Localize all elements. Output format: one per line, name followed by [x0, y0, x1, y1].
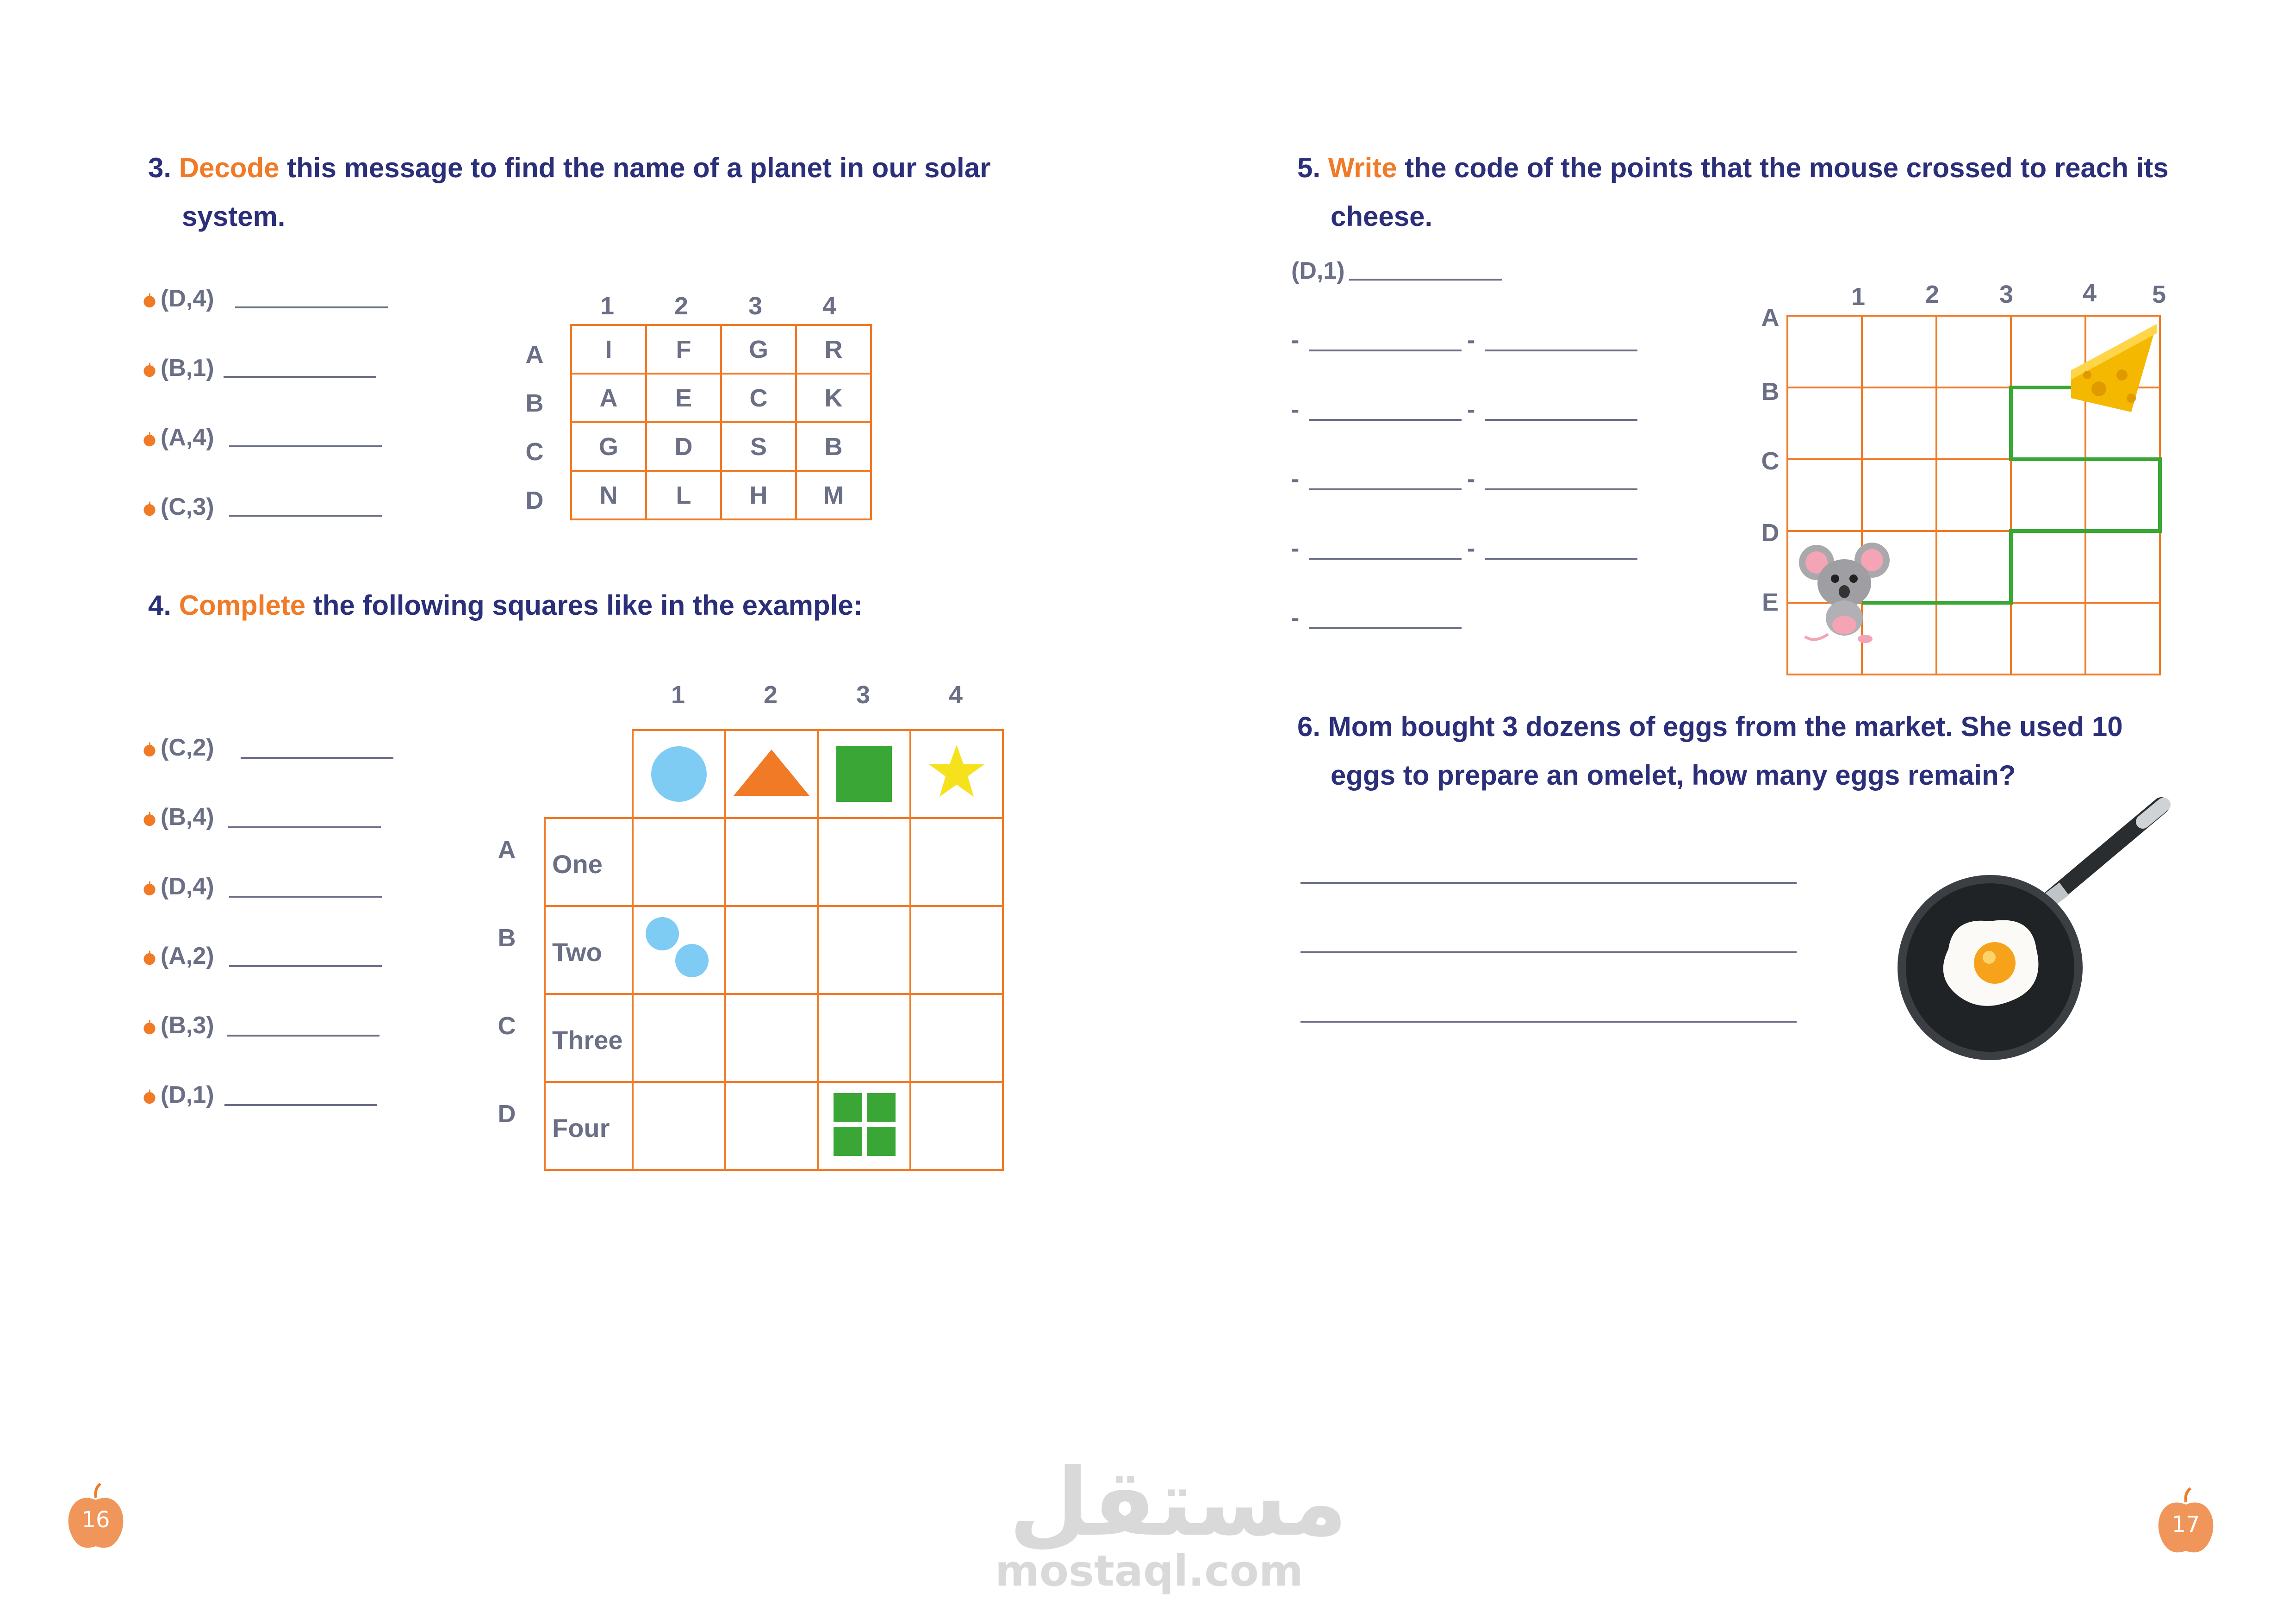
code-cell: G	[571, 422, 646, 471]
dash: -	[1291, 327, 1300, 354]
col-header: 1	[671, 681, 685, 709]
code-cell: L	[646, 471, 721, 519]
q3-answer-line[interactable]	[235, 306, 388, 308]
watermark-arabic: مستقل	[1009, 1449, 1348, 1557]
q3-answer-label: (B,1)	[141, 354, 214, 382]
apple-icon	[141, 810, 158, 827]
row-header: C	[525, 438, 544, 466]
col-header: 5	[2152, 281, 2166, 308]
q6-title	[1297, 702, 2177, 751]
q4-number: 4.	[148, 590, 172, 621]
q3-answer-line[interactable]	[229, 515, 382, 517]
q4-answer-line[interactable]	[227, 1035, 380, 1037]
q4-answer-label: (C,2)	[141, 734, 214, 762]
row-word: Three	[552, 1025, 623, 1055]
row-header: D	[1761, 519, 1780, 547]
square-shape	[819, 731, 909, 817]
row-word-cell	[544, 993, 634, 1083]
code-cell: S	[721, 422, 796, 471]
code-cell: K	[796, 374, 871, 422]
answer-cell[interactable]	[909, 817, 1004, 907]
row-header: D	[498, 1100, 516, 1128]
row-header: B	[1761, 378, 1780, 406]
row-header: D	[525, 487, 544, 514]
code-cell: F	[646, 325, 721, 374]
q5-verb: Write	[1328, 152, 1397, 183]
row-header: A	[525, 341, 544, 369]
apple-icon	[141, 741, 158, 757]
col-header: 4	[948, 681, 963, 709]
apple-icon	[141, 292, 158, 308]
apple-icon	[141, 500, 158, 517]
col-header: 3	[1999, 281, 2014, 308]
dash: -	[1467, 466, 1475, 493]
q3-answer-line[interactable]	[224, 376, 376, 378]
shape-header-cell	[724, 729, 819, 819]
code-cell: M	[796, 471, 871, 519]
answer-cell[interactable]	[632, 1081, 726, 1171]
apple-icon	[141, 361, 158, 378]
q4-answer-line[interactable]	[228, 826, 381, 828]
q4-answer-line[interactable]	[229, 896, 382, 898]
q6-number: 6.	[1297, 711, 1321, 742]
code-cell: E	[646, 374, 721, 422]
q4-answer-line[interactable]	[224, 1104, 377, 1106]
code-cell: A	[571, 374, 646, 422]
row-word-cell	[544, 1081, 634, 1171]
q4-answer-line[interactable]	[229, 965, 382, 967]
col-header: 1	[1851, 283, 1866, 311]
q5-answer-line[interactable]	[1485, 419, 1637, 421]
q4-answer-label: (B,4)	[141, 803, 214, 831]
answer-cell[interactable]	[632, 993, 726, 1083]
row-header: B	[525, 389, 544, 417]
apple-icon	[141, 880, 158, 896]
code-cell: H	[721, 471, 796, 519]
frying-pan-egg-icon	[1898, 796, 2175, 1060]
q5-title	[1297, 144, 2177, 192]
row-header: E	[1761, 588, 1779, 616]
row-header: A	[1761, 304, 1780, 331]
left-page-number: 16	[81, 1507, 110, 1533]
watermark-url: mostaql.com	[995, 1546, 1303, 1596]
code-cell: R	[796, 325, 871, 374]
q4-verb: Complete	[179, 590, 306, 621]
q3-answer-label: (A,4)	[141, 424, 214, 451]
q5-answer-line[interactable]	[1309, 419, 1462, 421]
answer-cell[interactable]	[724, 905, 819, 995]
right-page-number: 17	[2172, 1512, 2200, 1537]
q6-title-line2: eggs to prepare an omelet, how many eggs remain?	[1331, 760, 2016, 791]
code-cell: I	[571, 325, 646, 374]
answer-cell[interactable]	[909, 1081, 1004, 1171]
dash: -	[1291, 605, 1300, 631]
answer-cell-example	[632, 905, 726, 995]
code-cell: D	[646, 422, 721, 471]
q5-answer-line[interactable]	[1485, 558, 1637, 560]
col-header: 2	[1925, 281, 1940, 308]
q5-answer-line[interactable]	[1309, 350, 1462, 351]
q5-answer-line[interactable]	[1309, 627, 1462, 629]
q3-answer-label: (D,4)	[141, 285, 214, 312]
star-icon	[911, 731, 1002, 817]
q5-text: the code of the points that the mouse crossed to reach its	[1397, 152, 2169, 183]
mouse-icon	[1796, 537, 1893, 648]
q5-answer-line[interactable]	[1309, 558, 1462, 560]
two-circles-example	[634, 907, 724, 993]
q3-title	[148, 144, 1027, 192]
dash: -	[1467, 535, 1475, 562]
row-header: A	[498, 836, 516, 864]
col-header: 3	[856, 681, 871, 709]
apple-icon	[141, 1088, 158, 1105]
cheese-icon	[2062, 319, 2164, 421]
shape-header-cell	[909, 729, 1004, 819]
q5-answer-line[interactable]	[1309, 488, 1462, 490]
row-word-cell	[544, 817, 634, 907]
answer-cell-example	[817, 1081, 911, 1171]
q5-answer-line[interactable]	[1349, 279, 1502, 281]
answer-cell[interactable]	[632, 817, 726, 907]
shape-header-cell	[632, 729, 726, 819]
circle-shape	[634, 731, 724, 817]
col-header: 1	[600, 292, 615, 320]
row-word-cell	[544, 905, 634, 995]
code-table	[570, 324, 872, 520]
q4-answer-label: (D,1)	[141, 1081, 214, 1109]
q3-title-line2: system.	[182, 201, 286, 232]
row-word: One	[552, 849, 603, 879]
dash: -	[1467, 396, 1475, 423]
row-word: Two	[552, 937, 602, 967]
q5-start-label: (D,1)	[1291, 257, 1345, 284]
q6-text: Mom bought 3 dozens of eggs from the market. She used 10	[1328, 711, 2123, 742]
q4-answer-line[interactable]	[241, 757, 393, 759]
col-header: 2	[674, 292, 689, 320]
q3-answer-label: (C,3)	[141, 493, 214, 521]
q4-text: the following squares like in the example:	[305, 590, 863, 621]
q3-answer-line[interactable]	[229, 445, 382, 447]
row-header: C	[1761, 447, 1780, 475]
code-cell: B	[796, 422, 871, 471]
q6-answer-line[interactable]	[1300, 1021, 1797, 1023]
answer-cell[interactable]	[724, 817, 819, 907]
q4-answer-label: (A,2)	[141, 942, 214, 970]
apple-icon	[141, 431, 158, 447]
dash: -	[1291, 535, 1300, 562]
answer-cell[interactable]	[817, 817, 911, 907]
answer-cell[interactable]	[909, 905, 1004, 995]
apple-icon	[141, 949, 158, 966]
dash: -	[1467, 327, 1475, 354]
code-cell: G	[721, 325, 796, 374]
col-header: 4	[822, 292, 837, 320]
dash: -	[1291, 396, 1300, 423]
q4-answer-label: (B,3)	[141, 1012, 214, 1039]
q5-answer-line[interactable]	[1485, 350, 1637, 351]
q6-answer-line[interactable]	[1300, 882, 1797, 884]
answer-cell[interactable]	[724, 993, 819, 1083]
answer-cell[interactable]	[909, 993, 1004, 1083]
shape-header-cell	[817, 729, 911, 819]
four-squares-example	[819, 1083, 909, 1169]
col-header: 2	[763, 681, 778, 709]
row-header: B	[498, 924, 516, 952]
row-header: C	[498, 1012, 516, 1040]
answer-cell[interactable]	[724, 1081, 819, 1171]
q4-answer-label: (D,4)	[141, 873, 214, 900]
q5-title-line2: cheese.	[1331, 201, 1433, 232]
q3-number: 3.	[148, 152, 172, 183]
answer-cell[interactable]	[817, 905, 911, 995]
col-header: 4	[2082, 279, 2097, 307]
apple-icon	[141, 1018, 158, 1035]
answer-cell[interactable]	[817, 993, 911, 1083]
q3-text: this message to find the name of a planet in our solar	[279, 152, 991, 183]
row-word: Four	[552, 1113, 610, 1143]
code-cell: C	[721, 374, 796, 422]
q5-answer-line[interactable]	[1485, 488, 1637, 490]
q3-verb: Decode	[179, 152, 280, 183]
q6-answer-line[interactable]	[1300, 951, 1797, 953]
col-header: 3	[748, 292, 763, 320]
triangle-shape	[726, 731, 817, 817]
code-cell: N	[571, 471, 646, 519]
q4-title	[148, 581, 1027, 630]
q5-number: 5.	[1297, 152, 1321, 183]
dash: -	[1291, 466, 1300, 493]
